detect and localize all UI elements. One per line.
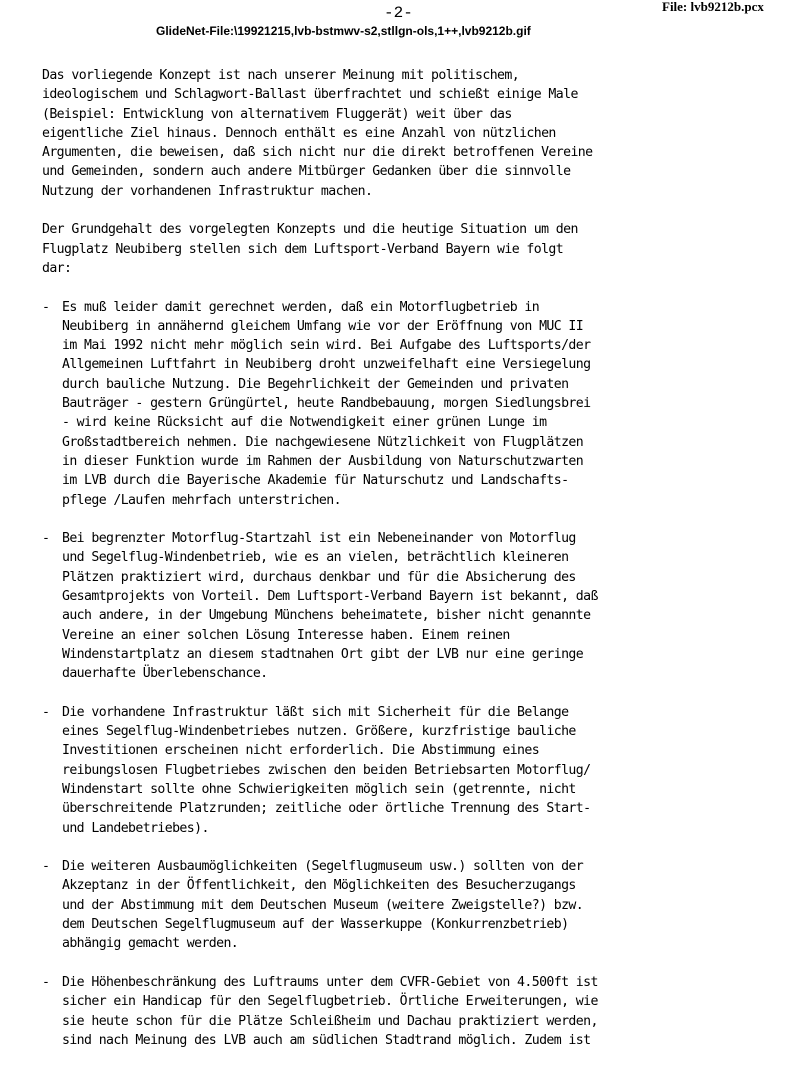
bullet-text: Die vorhandene Infrastruktur läßt sich mit Sicherheit für die Belange eines Segelflug-Windenbetriebes nutzen. Größere, kurzfristige bauliche Investitionen erscheinen nicht erforderlich. Die Abstimmung eines reibungslosen Flugbetriebes zwischen den beiden Betriebsarten Motorflug/ Windenstart sollte ohne Schwierigkeiten möglich sein (getrennte, nicht überschreitende Platzrunden; zeitliche oder örtliche Trennung des Start- und Landebetriebes).: [62, 704, 591, 836]
intro-paragraph: Das vorliegende Konzept ist nach unserer Meinung mit politischem, ideologischem und Schlagwort-Ballast überfrachtet und schießt einige Male (Beispiel: Entwicklung von alternativem Fluggerät) weit über das eigentliche Ziel hinaus. Dennoch enthält es eine Anzahl von nützlichen Argumenten, die beweisen, daß sich nicht nur die direkt betroffenen Vereine und Gemeinden, sondern auch andere Mitbürger Gedanken über die sinnvolle Nutzung der vorhandenen Infrastruktur machen.: [42, 68, 593, 199]
letter-body: [42, 66, 782, 1069]
bullet-item-ausbau: [42, 857, 782, 953]
bullet-text: Bei begrenzter Motorflug-Startzahl ist ein Nebeneinander von Motorflug und Segelflug-Windenbetrieb, wie es an vielen, beträchtlich kleineren Plätzen praktiziert wird, durchaus denkbar und für die Absicherung des Gesamtprojekts von Vorteil. Dem Luftsport-Verband Bayern ist bekannt, daß auch andere, in der Umgebung Münchens beheimatete, bisher nicht genannte Vereine an einer solchen Lösung Interesse haben. Einem reinen Windenstartplatz an diesem stadtnahen Ort gibt der LVB nur eine geringe dauerhafte Überlebenschance.: [62, 531, 598, 682]
bullet-dash: -: [42, 299, 50, 315]
bullet-text: Die weiteren Ausbaumöglichkeiten (Segelflugmuseum usw.) sollten von der Akzeptanz in der Öffentlichkeit, den Möglichkeiten des Besucherzugangs und der Abstimmung mit dem Deutschen Museum (weitere Zweigstelle?) bzw. dem Deutschen Segelflugmuseum auf der Wasserkuppe (Konkurrenzbetrieb) abhängig gemacht werden.: [62, 859, 584, 952]
bullet-item-motorflug: [42, 298, 782, 510]
bullet-dash: -: [42, 859, 50, 875]
page-number: -2-: [384, 4, 413, 22]
bullet-item-nebeneinander: [42, 529, 782, 683]
bullet-item-luftraum: [42, 973, 782, 1050]
bullet-dash: -: [42, 974, 50, 990]
bullet-item-infrastruktur: [42, 703, 782, 838]
bullet-text: Die Höhenbeschränkung des Luftraums unter dem CVFR-Gebiet von 4.500ft ist sicher ein Handicap für den Segelflugbetrieb. Örtliche Erweiterungen, wie sie heute schon für die Plätze Schleißheim und Dachau praktiziert werden, sind nach Meinung des LVB auch am südlichen Stadtrand möglich. Zudem ist: [62, 974, 598, 1048]
bullet-dash: -: [42, 531, 50, 547]
summary-paragraph: Der Grundgehalt des vorgelegten Konzepts und die heutige Situation um den Flugplatz Neubiberg stellen sich dem Luftsport-Verband Bayern wie folgt dar:: [42, 222, 578, 276]
bullet-dash: -: [42, 704, 50, 720]
glidenet-file-path: GlideNet-File:\19921215,lvb-bstmwv-s2,stllgn-ols,1++,lvb9212b.gif: [156, 24, 531, 38]
file-label: File: lvb9212b.pcx: [662, 0, 764, 14]
bullet-text: Es muß leider damit gerechnet werden, daß ein Motorflugbetrieb in Neubiberg in annähernd gleichem Umfang wie vor der Eröffnung von MUC II im Mai 1992 nicht mehr möglich sein wird. Bei Aufgabe des Luftsports/der Allgemeinen Luftfahrt in Neubiberg droht unzweifelhaft eine Versiegelung durch bauliche Nutzung. Die Begehrlichkeit der Gemeinden und privaten Bauträger - gestern Grüngürtel, heute Randbebauung, morgen Siedlungsbrei - wird keine Rücksicht auf die Notwendigkeit einer grünen Lunge im Großstadtbereich nehmen. Die nachgewiesene Nützlichkeit von Flugplätzen in dieser Funktion wurde im Rahmen der Ausbildung von Naturschutzwarten im LVB durch die Bayerische Akademie für Naturschutz und Landschafts- pflege /Laufen mehrfach unterstrichen.: [62, 299, 591, 508]
